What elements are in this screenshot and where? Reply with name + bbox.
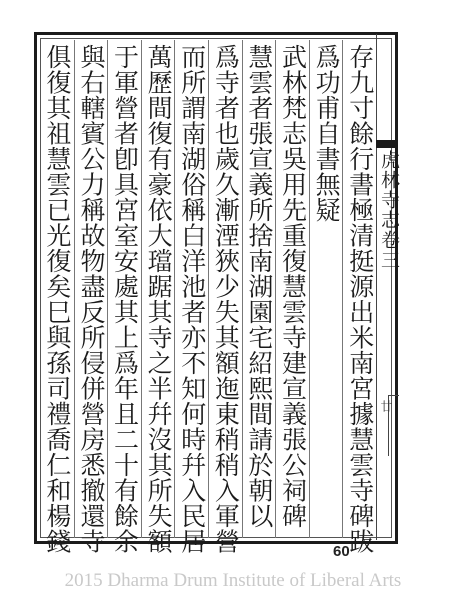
text-column [141,40,175,554]
header-title: 虎林寺志卷三 [378,150,400,270]
watermark: 2015 Dharma Drum Institute of Liberal Arts [64,570,402,591]
column-text: 慧雲者張宣義所捨南湖園宅紹熙間請於朝以 [244,44,274,529]
margin-fishtail [376,140,398,148]
page-number: 60 [333,543,350,560]
text-column [242,40,276,538]
text-column [309,40,343,538]
text-column [208,40,242,554]
column-text: 爲功甫自書無疑 [312,44,342,223]
text-column [275,40,309,538]
column-text: 武林梵志吳用先重復慧雲寺建宣義張公祠碑 [278,44,308,529]
margin-mark: 廿 [379,400,393,412]
text-column [342,40,376,554]
column-text: 而所謂南湖俗稱白洋池者亦不知何時幷入民居 [177,44,207,554]
margin-strip [376,34,398,540]
text-column [174,40,208,554]
text-column [40,40,74,554]
column-text: 與右轄賓公力稱故物盡反所侵併營房悉撤還寺 [76,44,106,554]
column-text: 萬歷間復有豪依大璫踞其寺之半幷沒其所失額 [144,44,174,554]
text-column [74,40,108,554]
column-text: 存九寸餘行書極清挺源出米南宮據慧雲寺碑跋 [345,44,375,554]
text-column [107,40,141,554]
column-text: 爲寺者也歲久漸湮狹少失其額迤東稍稍入軍營 [211,44,241,554]
column-text: 俱復其祖慧雲已光復矣巳與孫司禮喬仁和楊錢 [42,44,72,554]
column-text: 于軍營者卽具宮室安處其上爲年且二十有餘余 [110,44,140,554]
